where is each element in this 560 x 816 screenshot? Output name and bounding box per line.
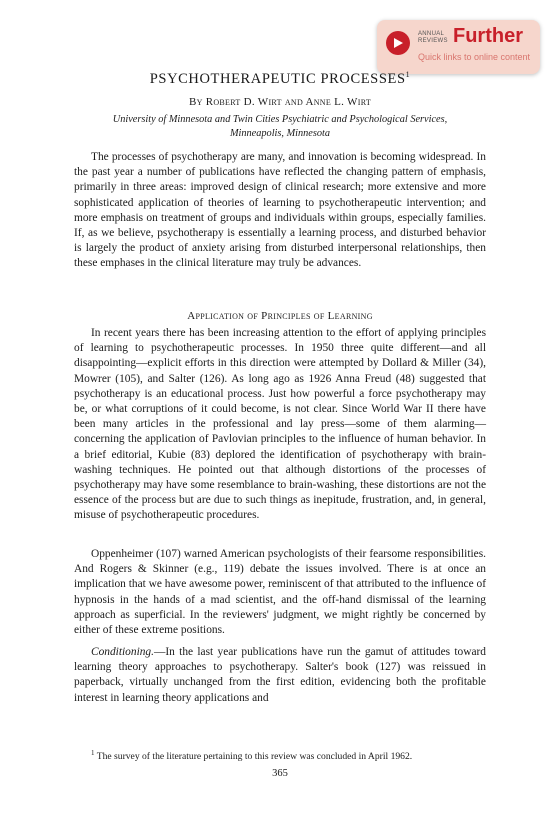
- body-paragraph-3: [74, 645, 486, 706]
- further-label: Further: [453, 25, 523, 47]
- footnote-text: The survey of the literature pertaining to this review was concluded in April 1962.: [94, 751, 413, 763]
- further-badge[interactable]: [377, 20, 540, 74]
- further-tagline: Quick links to online content: [418, 52, 531, 62]
- body-paragraph-1: [74, 326, 486, 524]
- intro-text: The processes of psychotherapy are many, and innovation is becoming widespread. In the past year a number of publications have reflected the changing pattern of emphasis, primarily in three areas: improved design of clinical research; more extensive and more sophisticated application of theories of learning to psychotherapeutic intervention; and more emphasis on treatment of groups and individuals within groups, especially families. If, as we believe, psychotherapy is essentially a learning process, and disturbed behavior is largely the product of anxiety arising from disturbed interpersonal relationships, then these emphases in the clinical literature may truly be advances.: [74, 151, 486, 270]
- article-title: [0, 70, 560, 88]
- footnote: [74, 747, 486, 763]
- logo-line-1: ANNUAL: [418, 31, 445, 37]
- para-3-body: —In the last year publications have run the gamut of attitudes toward learning theory approaches to psychotherapy. Salter's book (127) was reissued in paperback, virtually unchanged from the first edition, evidencing both the profitable interest in learning theory applications and: [74, 646, 486, 704]
- affiliation-line-1: University of Minnesota and Twin Cities Psychiatric and Psychological Services,: [112, 114, 448, 125]
- para-1-text: In recent years there has been increasing attention to the effort of applying principles of learning to psychotherapeutic processes. In 1950 three quite different—and all disappointing—explicit efforts in this direction were attempted by Dollard & Miller (34), Mowrer (105), and Salter (126). As long ago as 1926 Anna Freud (48) suggested that psychotherapy is an educational process. Just how powerful a force psychotherapy may be, or what corruptions of it could become, is not clear. Since World War II there have been many articles in the professional and lay press—some of them alarming—concerning the application of Pavlovian principles to the influence of human behavior. In a brief editorial, Kubie (83) deplored the identification of psychotherapy with brain-washing techniques. He pointed out that although distortions of the processes of psychotherapy may have some resemblance to brain-washing, these distortions are not the essence of the process but are due to such things as inepitude, frustration, and, in general, misuse of psychotherapeutic procedures.: [74, 327, 486, 522]
- play-arrow-icon: [386, 31, 410, 55]
- para-2-text: Oppenheimer (107) warned American psychologists of their fearsome responsibilities. And Rogers & Skinner (e.g., 119) debate the issues involved. There is at once an implication that we have awesome power, reminiscent of that attributed to the influence of hypnosis in the hands of a mad scientist, and the off-hand dismissal of the learning approach as superficial. In the reviewers' judgment, we might rightly be concerned by either of these extreme positions.: [74, 548, 486, 637]
- body-paragraph-2: [74, 547, 486, 638]
- footnote-mark: 1: [91, 749, 95, 757]
- conditioning-heading: Conditioning.: [91, 646, 154, 658]
- affiliation-line-2: Minneapolis, Minnesota: [229, 128, 331, 139]
- section-heading: Application of Principles of Learning: [187, 310, 373, 322]
- logo-line-2: REVIEWS: [418, 38, 448, 44]
- intro-paragraph: [74, 150, 486, 272]
- page-number: 365: [272, 768, 288, 779]
- authors: By Robert D. Wirt and Anne L. Wirt: [188, 96, 372, 108]
- para-3-text: [74, 645, 486, 706]
- affiliation: [100, 113, 460, 141]
- title-footnote-mark[interactable]: 1: [405, 70, 411, 79]
- annual-reviews-logo: [418, 31, 448, 45]
- title-text: PSYCHOTHERAPEUTIC PROCESSES: [149, 70, 406, 87]
